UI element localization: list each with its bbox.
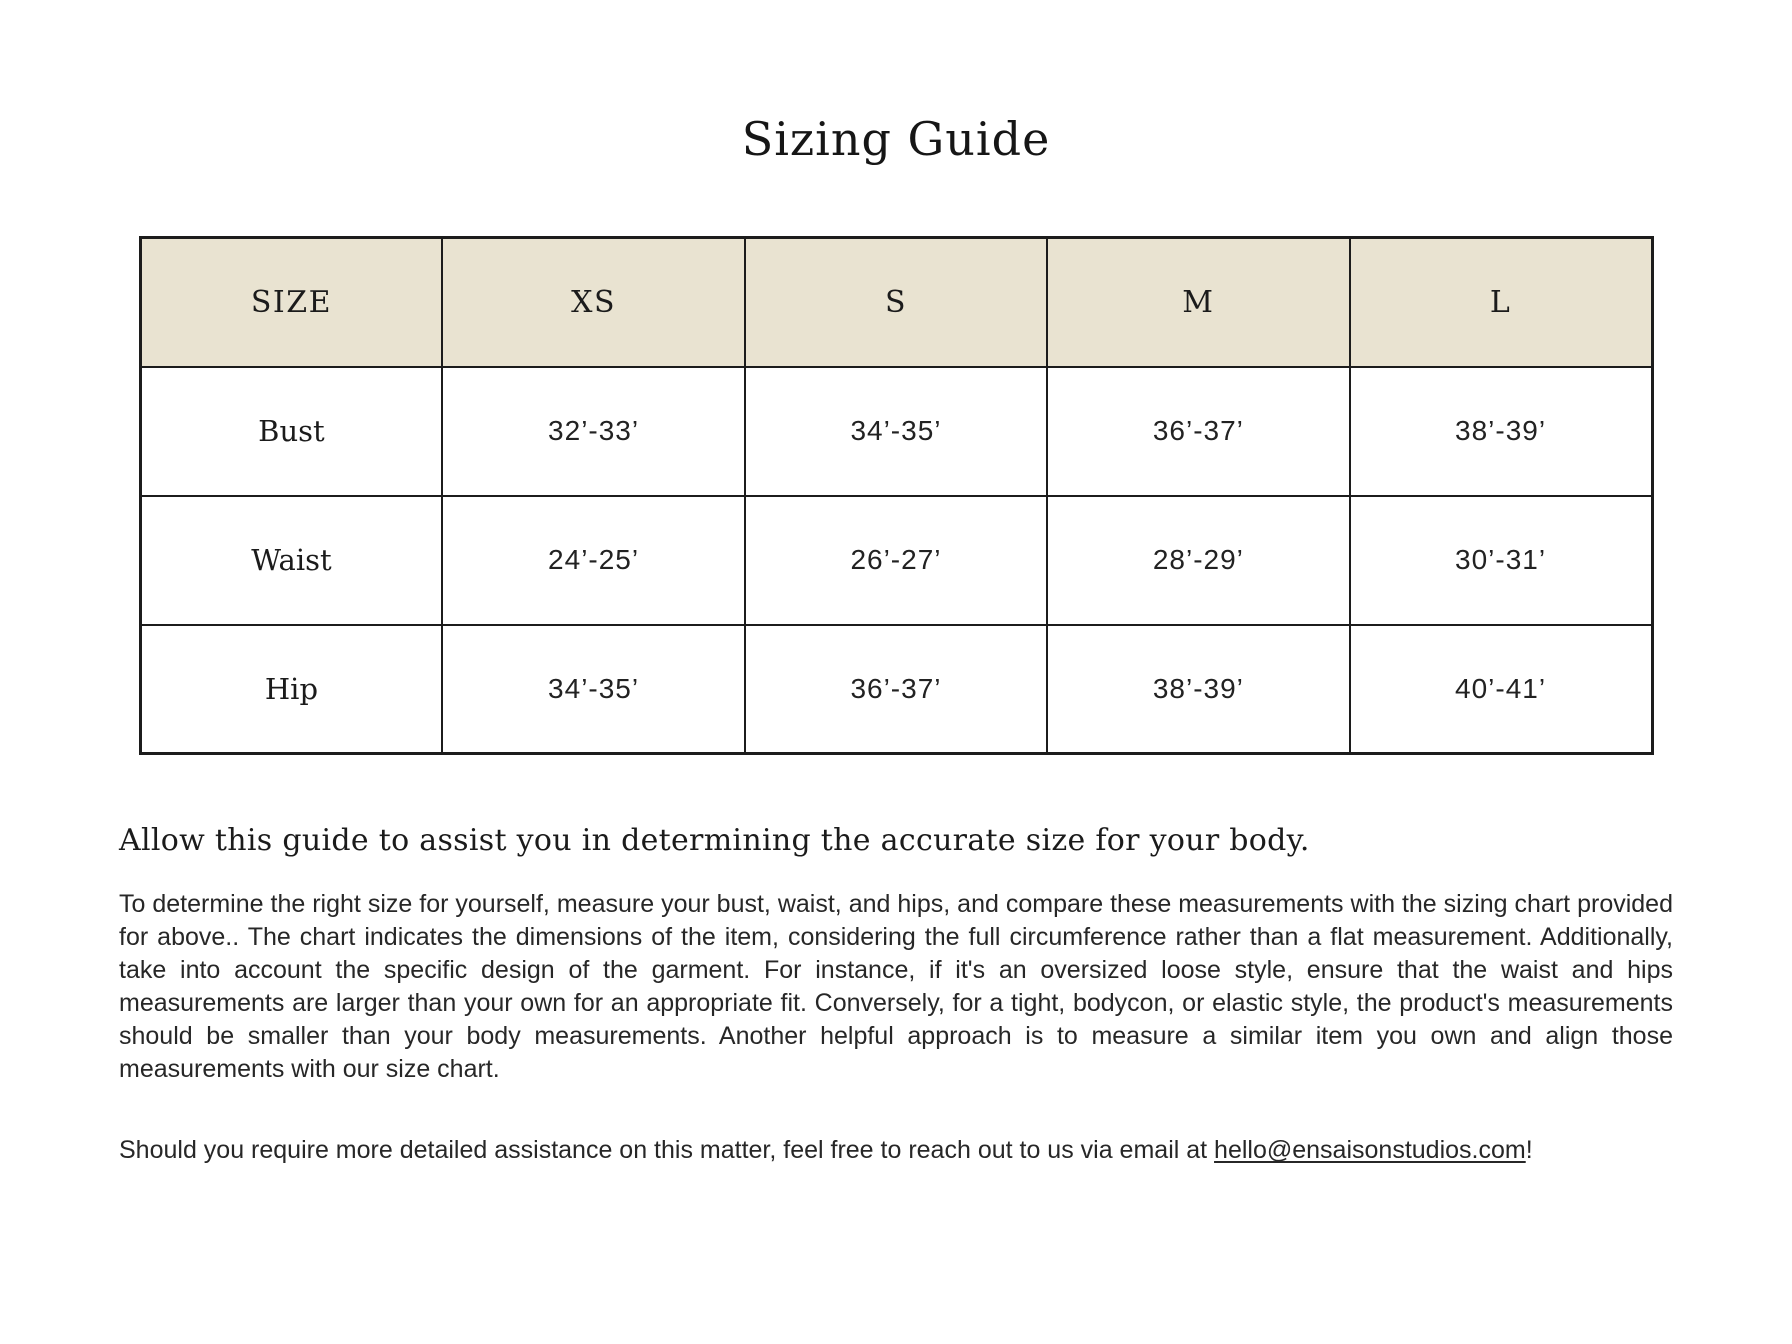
header-row — [140, 238, 1652, 367]
value-cell: 30’-31’ — [1350, 496, 1652, 625]
value-cell: 38’-39’ — [1350, 367, 1652, 496]
text-content — [119, 823, 1673, 1167]
contact-prefix: Should you require more detailed assistance on this matter, feel free to reach out to us via email at — [119, 1136, 1215, 1164]
row-label-bust: Bust — [140, 367, 442, 496]
value-cell: 28’-29’ — [1047, 496, 1349, 625]
value-cell: 34’-35’ — [745, 367, 1047, 496]
size-table — [139, 236, 1654, 755]
value-cell: 40’-41’ — [1350, 625, 1652, 754]
email-link[interactable]: hello@ensaisonstudios.com — [1214, 1136, 1526, 1164]
size-table-head — [140, 238, 1652, 367]
header-cell-s: S — [745, 238, 1047, 367]
header-cell-xs: XS — [442, 238, 744, 367]
table-row-bust — [140, 367, 1652, 496]
intro-heading: Allow this guide to assist you in determining the accurate size for your body. — [119, 823, 1310, 858]
value-cell: 36’-37’ — [1047, 367, 1349, 496]
description-paragraph: To determine the right size for yourself, measure your bust, waist, and hips, and compare these measurements with the sizing chart provided for above.. The chart indicates the dimensions of the item, considering the full circumference rather than a flat measurement. Additionally, take into account the specific design of the garment. For instance, if it's an oversized loose style, ensure that the waist and hips measurements are larger than your own for an appropriate fit. Conversely, for a tight, bodycon, or elastic style, the product's measurements should be smaller than your body measurements. Another helpful approach is to measure a similar item you own and align those measurements with our size chart. — [119, 890, 1673, 1083]
row-label-waist: Waist — [140, 496, 442, 625]
contact-suffix: ! — [1525, 1136, 1533, 1164]
value-cell: 24’-25’ — [442, 496, 744, 625]
value-cell: 26’-27’ — [745, 496, 1047, 625]
value-cell: 38’-39’ — [1047, 625, 1349, 754]
header-cell-size: SIZE — [140, 238, 442, 367]
header-cell-l: L — [1350, 238, 1652, 367]
value-cell: 32’-33’ — [442, 367, 744, 496]
contact-line — [119, 1134, 1673, 1167]
table-row-hip — [140, 625, 1652, 754]
value-cell: 34’-35’ — [442, 625, 744, 754]
table-row-waist — [140, 496, 1652, 625]
value-cell: 36’-37’ — [745, 625, 1047, 754]
header-cell-m: M — [1047, 238, 1349, 367]
page-title: Sizing Guide — [741, 112, 1051, 166]
size-table-body — [140, 367, 1652, 754]
row-label-hip: Hip — [140, 625, 442, 754]
